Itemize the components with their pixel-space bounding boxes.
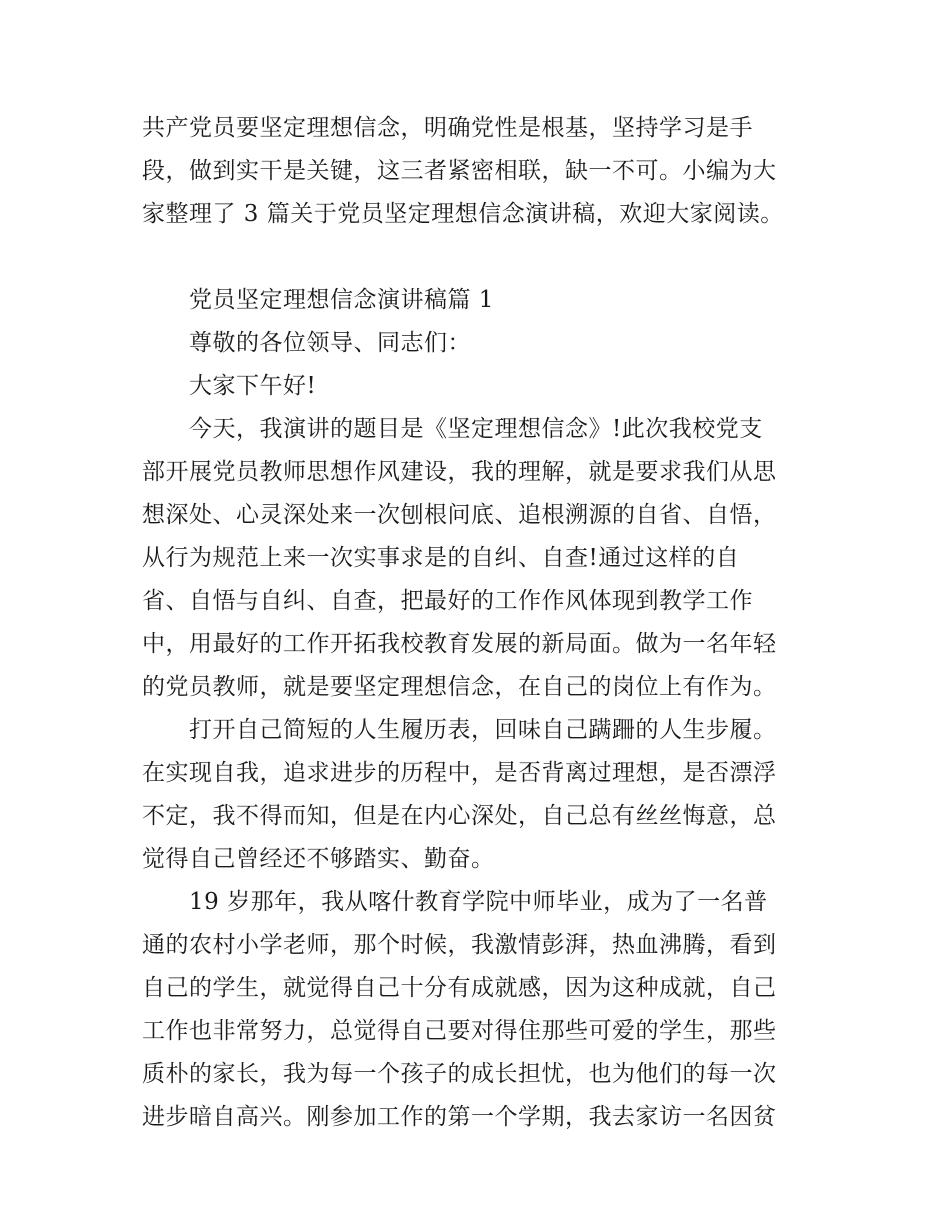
paragraph-line: 工作也非常努力，总觉得自己要对得住那些可爱的学生，那些 (142, 1018, 777, 1044)
paragraph-line: 想深处、心灵深处来一次刨根问底、追根溯源的自省、自悟， (142, 502, 777, 528)
intro-line: 共产党员要坚定理想信念，明确党性是根基，坚持学习是手 (142, 115, 753, 141)
paragraph-line: 不定，我不得而知，但是在内心深处，自己总有丝丝悔意，总 (142, 803, 777, 829)
paragraph-line: 自己的学生，就觉得自己十分有成就感，因为这种成就，自己 (142, 975, 777, 1001)
greeting: 大家下午好! (189, 373, 317, 399)
paragraph-line: 通的农村小学老师，那个时候，我激情彭湃，热血沸腾，看到 (142, 932, 777, 958)
paragraph-line: 的党员教师，就是要坚定理想信念，在自己的岗位上有作为。 (142, 674, 777, 700)
paragraph-line: 在实现自我，追求进步的历程中，是否背离过理想，是否漂浮 (142, 760, 777, 786)
paragraph-line: 质朴的家长，我为每一个孩子的成长担忧，也为他们的每一次 (142, 1061, 777, 1087)
paragraph-line: 打开自己简短的人生履历表，回味自己蹒跚的人生步履。 (189, 717, 777, 743)
paragraph-line: 部开展党员教师思想作风建设，我的理解，就是要求我们从思 (142, 459, 777, 485)
intro-line: 段，做到实干是关键，这三者紧密相联，缺一不可。小编为大 (142, 158, 777, 184)
paragraph-line: 省、自悟与自纠、自查，把最好的工作作风体现到教学工作 (142, 588, 753, 614)
paragraph-line: 今天，我演讲的题目是《坚定理想信念》!此次我校党支 (189, 416, 763, 442)
paragraph-line: 中，用最好的工作开拓我校教育发展的新局面。做为一名年轻 (142, 631, 777, 657)
paragraph-line: 19 岁那年，我从喀什教育学院中师毕业，成为了一名普 (189, 889, 768, 915)
paragraph-line: 从行为规范上来一次实事求是的自纠、自查!通过这样的自 (142, 545, 740, 571)
paragraph-line: 进步暗自高兴。刚参加工作的第一个学期，我去家访一名因贫 (142, 1104, 777, 1130)
paragraph-line: 觉得自己曾经还不够踏实、勤奋。 (142, 846, 495, 872)
salutation: 尊敬的各位领导、同志们： (189, 330, 471, 356)
intro-line: 家整理了 3 篇关于党员坚定理想信念演讲稿，欢迎大家阅读。 (142, 201, 784, 227)
section-heading: 党员坚定理想信念演讲稿篇 1 (189, 287, 494, 313)
